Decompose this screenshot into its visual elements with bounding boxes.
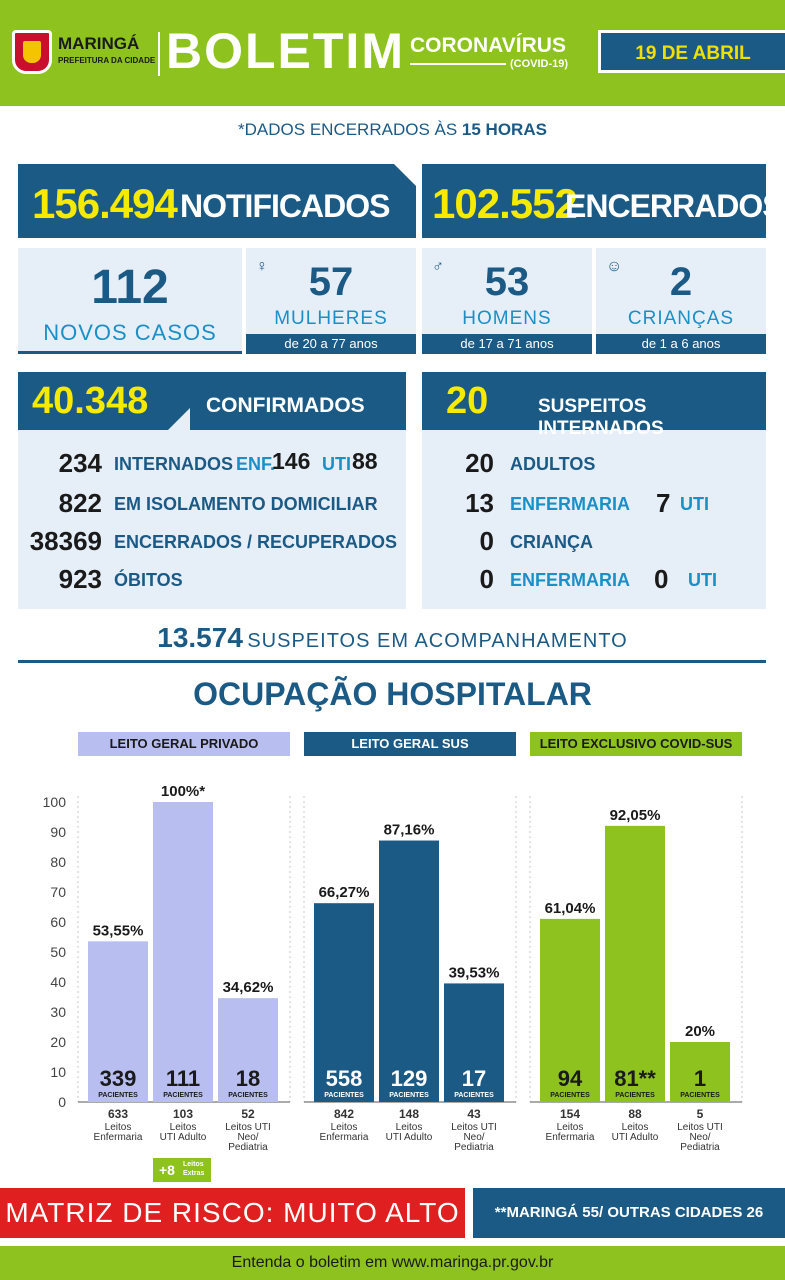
men-box [422, 248, 592, 354]
icu-value: 88 [352, 448, 378, 474]
y-tick-label: 100 [42, 794, 66, 810]
bar-category-label: Pediatria [454, 1142, 494, 1153]
bar-patients-label: PACIENTES [615, 1092, 655, 1099]
home-isolation-label: EM ISOLAMENTO DOMICILIAR [114, 494, 378, 514]
new-cases-value: 112 [91, 261, 169, 314]
ward-label: ENF. [236, 454, 276, 474]
adults-label: ADULTOS [510, 454, 596, 474]
child-icu-label: UTI [688, 570, 717, 590]
bar-category-label: Leitos UTI [677, 1122, 723, 1133]
suspects-header [422, 372, 766, 439]
confirmed-section [18, 372, 406, 609]
extra-beds-label-2: Extras [183, 1170, 205, 1177]
bar-category-label: Leitos [395, 1122, 423, 1133]
bar [379, 841, 439, 1102]
section-divider [18, 660, 766, 663]
y-tick-label: 70 [50, 884, 66, 900]
group-header-covid-sus: LEITO EXCLUSIVO COVID-SUS [530, 732, 742, 756]
y-tick-label: 20 [50, 1034, 66, 1050]
city-crest-icon [12, 30, 52, 74]
new-cases-label: NOVOS CASOS [43, 320, 217, 345]
bar [605, 826, 665, 1102]
bar-category-label: Pediatria [680, 1142, 720, 1153]
bar-patients-value: 81** [614, 1066, 656, 1091]
closed-banner [422, 164, 783, 238]
notified-value: 156.494 [32, 180, 177, 227]
y-tick-label: 60 [50, 914, 66, 930]
subtitle-tag: (COVID-19) [510, 58, 569, 70]
bar-category-label: Leitos [330, 1122, 358, 1133]
bar-percent-label: 92,05% [609, 806, 661, 824]
bar-percent-label: 34,62% [222, 979, 274, 997]
bar-beds-value: 103 [172, 1107, 194, 1121]
city-name: MARINGÁ [58, 34, 140, 53]
y-tick-label: 50 [50, 944, 66, 960]
bar-beds-value: 154 [559, 1107, 581, 1121]
bar-patients-value: 94 [557, 1066, 583, 1091]
bar-beds-value: 5 [696, 1107, 704, 1121]
bar-category-label: UTI Adulto [159, 1132, 207, 1143]
bar-patients-value: 17 [461, 1066, 487, 1091]
bulletin-subtitle: CORONAVÍRUS [410, 34, 566, 57]
risk-banner: MATRIZ DE RISCO: MUITO ALTO [0, 1188, 465, 1238]
bar-beds-value: 148 [398, 1107, 420, 1121]
bar-percent-label: 100%* [160, 783, 206, 800]
suspects-label: SUSPEITOS INTERNADOS [538, 396, 664, 439]
y-tick-label: 10 [50, 1064, 66, 1080]
footer-link-text: Entenda o boletim em www.maringa.pr.gov.br [0, 1246, 785, 1280]
bar-patients-label: PACIENTES [324, 1092, 364, 1099]
man-icon: ♂ [432, 258, 444, 275]
closed-value: 102.552 [432, 180, 577, 227]
bar-patients-value: 1 [693, 1066, 707, 1091]
child-ward-value: 0 [479, 564, 494, 594]
children-label: CRIANÇAS [627, 308, 735, 329]
men-label: HOMENS [462, 308, 552, 329]
date-badge [598, 30, 785, 73]
adult-icu-label: UTI [680, 494, 709, 514]
subtitle-underline [410, 63, 506, 65]
adults-value: 20 [465, 448, 494, 478]
bar-patients-value: 558 [325, 1066, 363, 1091]
closed-note-time: 15 HORAS [461, 120, 547, 139]
occupancy-title: OCUPAÇÃO HOSPITALAR [193, 676, 592, 712]
bar-patients-label: PACIENTES [228, 1092, 268, 1099]
ward-value: 146 [272, 448, 311, 474]
bar-category-label: Enfermaria [319, 1132, 369, 1143]
adult-icu-value: 7 [656, 488, 671, 518]
bar-patients-value: 339 [99, 1066, 137, 1091]
bar-patients-value: 129 [390, 1066, 428, 1091]
child-icu-value: 0 [654, 564, 669, 594]
bar-patients-label: PACIENTES [389, 1092, 429, 1099]
extra-beds-badge [153, 1158, 211, 1182]
bar-percent-label: 87,16% [383, 821, 435, 839]
bar-patients-value: 18 [235, 1066, 261, 1091]
closed-label: ENCERRADOS [565, 188, 783, 224]
y-tick-label: 30 [50, 1004, 66, 1020]
y-tick-label: 90 [50, 824, 66, 840]
suspects-row-children [422, 526, 766, 558]
header-divider [158, 32, 160, 76]
group-header-private: LEITO GERAL PRIVADO [78, 732, 290, 756]
bar-category-label: Enfermaria [545, 1132, 595, 1143]
y-tick-label: 0 [58, 1094, 66, 1110]
bar-category-label: Leitos [169, 1122, 197, 1133]
bar-category-label: Enfermaria [93, 1132, 143, 1143]
bar-category-label: Leitos [621, 1122, 649, 1133]
child-value: 0 [479, 526, 494, 556]
notified-banner [18, 164, 416, 238]
confirmed-label: CONFIRMADOS [206, 394, 365, 417]
group-header-sus: LEITO GERAL SUS [304, 732, 516, 756]
bar-beds-value: 88 [628, 1107, 642, 1121]
children-box [596, 248, 766, 354]
city-subtitle: PREFEITURA DA CIDADE [58, 56, 156, 65]
confirmed-row-deaths [18, 564, 406, 596]
recovered-value: 38369 [29, 526, 102, 556]
new-cases-box [18, 248, 242, 354]
data-closed-note [0, 120, 785, 140]
child-ward-label: ENFERMARIA [510, 570, 630, 590]
women-label: MULHERES [274, 308, 388, 329]
bar-percent-label: 66,27% [318, 884, 370, 902]
confirmed-row-hospitalized [18, 448, 406, 480]
bar-percent-label: 53,55% [92, 922, 144, 940]
suspects-value: 20 [446, 380, 489, 422]
monitoring-line [0, 622, 785, 654]
bar-category-label: Pediatria [228, 1142, 268, 1153]
children-value: 2 [669, 260, 693, 304]
adult-ward-label: ENFERMARIA [510, 494, 630, 514]
y-tick-label: 80 [50, 854, 66, 870]
adult-ward-value: 13 [465, 488, 494, 518]
bulletin-title: BOLETIM [166, 23, 405, 79]
bar-beds-value: 842 [333, 1107, 355, 1121]
bar-category-label: Leitos UTI [225, 1122, 271, 1133]
occupancy-chart [0, 770, 785, 1180]
date-text: 19 DE ABRIL [635, 43, 751, 64]
bar-patients-label: PACIENTES [163, 1092, 203, 1099]
deaths-value: 923 [58, 564, 102, 594]
bar-patients-label: PACIENTES [550, 1092, 590, 1099]
bar-percent-label: 20% [684, 1023, 716, 1040]
men-value: 53 [484, 260, 530, 304]
suspects-row-adults [422, 448, 766, 480]
extra-beds-label-1: Leitos [183, 1161, 204, 1168]
home-isolation-value: 822 [58, 488, 102, 518]
extra-beds-value: +8 [159, 1162, 175, 1178]
child-label: CRIANÇA [510, 532, 593, 552]
notified-label: NOTIFICADOS [180, 188, 390, 224]
bar-category-label: UTI Adulto [611, 1132, 659, 1143]
bar-category-label: Neo/ [689, 1132, 711, 1143]
deaths-label: ÓBITOS [114, 570, 183, 590]
women-box [246, 248, 416, 354]
bar-category-label: UTI Adulto [385, 1132, 433, 1143]
bar-beds-value: 52 [241, 1107, 255, 1121]
suspects-row-adult-ward [422, 488, 766, 520]
bar-patients-label: PACIENTES [454, 1092, 494, 1099]
women-value: 57 [308, 260, 354, 304]
women-ages: de 20 a 77 anos [246, 334, 416, 354]
bar-category-label: Leitos [556, 1122, 584, 1133]
children-ages: de 1 a 6 anos [596, 334, 766, 354]
confirmed-row-home-isolation [18, 488, 406, 520]
child-icon: ☺ [606, 258, 623, 275]
y-tick-label: 40 [50, 974, 66, 990]
bar-category-label: Neo/ [237, 1132, 259, 1143]
monitoring-label: SUSPEITOS EM ACOMPANHAMENTO [247, 630, 628, 652]
bar-category-label: Neo/ [463, 1132, 485, 1143]
recovered-label: ENCERRADOS / RECUPERADOS [114, 532, 398, 552]
confirmed-header [18, 372, 406, 430]
closed-note-prefix: *DADOS ENCERRADOS ÀS [238, 120, 462, 139]
bar-patients-label: PACIENTES [98, 1092, 138, 1099]
bar-beds-value: 633 [107, 1107, 129, 1121]
woman-icon: ♀ [256, 258, 268, 275]
monitoring-value: 13.574 [157, 622, 243, 653]
confirmed-row-recovered [18, 526, 406, 558]
suspects-section [422, 372, 766, 609]
hospitalized-label: INTERNADOS [114, 454, 234, 474]
hospitalized-value: 234 [58, 448, 102, 478]
bar-beds-value: 43 [467, 1107, 481, 1121]
bar-patients-label: PACIENTES [680, 1092, 720, 1099]
bar-category-label: Leitos [104, 1122, 132, 1133]
suspects-row-child-ward [422, 564, 766, 596]
cities-note: **MARINGÁ 55/ OUTRAS CIDADES 26 [473, 1188, 785, 1238]
bar-category-label: Leitos UTI [451, 1122, 497, 1133]
bar-patients-value: 111 [165, 1066, 201, 1091]
icu-label: UTI [322, 454, 351, 474]
men-ages: de 17 a 71 anos [422, 334, 592, 354]
bar-percent-label: 61,04% [544, 899, 596, 917]
bar-percent-label: 39,53% [448, 964, 500, 982]
bar [153, 802, 213, 1102]
confirmed-value: 40.348 [32, 380, 149, 422]
